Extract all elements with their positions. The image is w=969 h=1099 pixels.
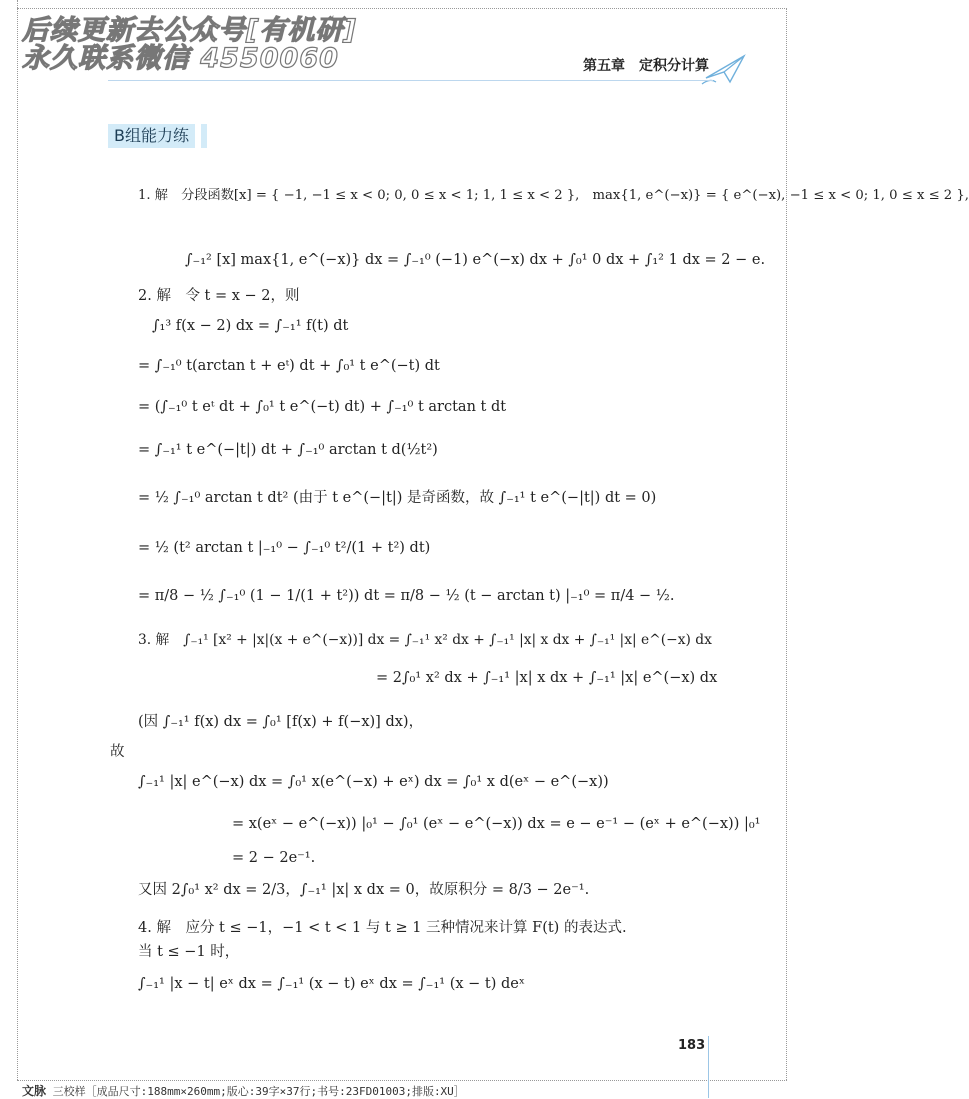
solution-3-line-5: ∫₋₁¹ |x| e^(−x) dx = ∫₀¹ x(e^(−x) + eˣ) dx = ∫₀¹ x d(eˣ − e^(−x)) [138,774,609,790]
solution-3-line-4: 故 [110,744,125,760]
watermark-line-1: 后续更新去公众号[有机研] [22,15,357,46]
solution-1-line-2: ∫₋₁² [x] max{1, e^(−x)} dx = ∫₋₁⁰ (−1) e^(−x) dx + ∫₀¹ 0 dx + ∫₁² 1 dx = 2 − e. [185,252,766,268]
paper-plane-icon [700,52,746,88]
solution-2-line-2: ∫₁³ f(x − 2) dx = ∫₋₁¹ f(t) dt [152,318,349,334]
solution-2-line-8: = π/8 − ½ ∫₋₁⁰ (1 − 1/(1 + t²)) dt = π/8 − ½ (t − arctan t) |₋₁⁰ = π/4 − ½. [138,588,675,604]
solution-4-line-1: 4. 解 应分 t ≤ −1，−1 < t < 1 与 t ≥ 1 三种情况来计算 F(t) 的表达式. [138,920,627,936]
solution-3-line-6: = x(eˣ − e^(−x)) |₀¹ − ∫₀¹ (eˣ − e^(−x)) dx = e − e⁻¹ − (eˣ + e^(−x)) |₀¹ [232,816,761,832]
print-footer [22,1082,465,1099]
section-title: B组能力练 [108,124,195,148]
solution-2-line-1: 2. 解 令 t = x − 2，则 [138,288,300,304]
solution-3-line-2: = 2∫₀¹ x² dx + ∫₋₁¹ |x| x dx + ∫₋₁¹ |x| e^(−x) dx [376,670,718,686]
solution-2-line-3: = ∫₋₁⁰ t(arctan t + eᵗ) dt + ∫₀¹ t e^(−t) dt [138,358,440,374]
solution-3-line-1: 3. 解 ∫₋₁¹ [x² + |x|(x + e^(−x))] dx = ∫₋₁¹ x² dx + ∫₋₁¹ |x| x dx + ∫₋₁¹ |x| e^(−x) dx [138,632,712,648]
solution-4-line-3: ∫₋₁¹ |x − t| eˣ dx = ∫₋₁¹ (x − t) eˣ dx = ∫₋₁¹ (x − t) deˣ [138,976,526,992]
page-border-bottom [17,1080,787,1081]
solution-2-line-5: = ∫₋₁¹ t e^(−|t|) dt + ∫₋₁⁰ arctan t d(½t²) [138,442,438,458]
solution-4-line-2: 当 t ≤ −1 时， [138,944,240,960]
solution-3-line-8: 又因 2∫₀¹ x² dx = 2/3，∫₋₁¹ |x| x dx = 0，故原积分 = 8/3 − 2e⁻¹. [138,882,590,898]
solution-1-line-1: 1. 解 分段函数[x] = { −1, −1 ≤ x < 0; 0, 0 ≤ x < 1; 1, 1 ≤ x < 2 }, max{1, e^(−x)} = { e^(−x), −1 ≤ x < 0; 1, 0 ≤ x ≤ 2 }, [138,188,969,203]
header-rule [108,80,713,81]
solution-2-line-6: = ½ ∫₋₁⁰ arctan t dt² (由于 t e^(−|t|) 是奇函数，故 ∫₋₁¹ t e^(−|t|) dt = 0) [138,490,657,506]
solution-3-line-7: = 2 − 2e⁻¹. [232,850,316,866]
solution-3-line-3: (因 ∫₋₁¹ f(x) dx = ∫₀¹ [f(x) + f(−x)] dx)， [138,714,424,730]
watermark-line-2: 永久联系微信 4550060 [22,43,339,74]
chapter-title: 第五章 定积分计算 [583,58,709,74]
footer-brand: 文脉 [22,1084,47,1098]
solution-2-line-4: = (∫₋₁⁰ t eᵗ dt + ∫₀¹ t e^(−t) dt) + ∫₋₁⁰ t arctan t dt [138,399,507,415]
solution-2-line-7: = ½ (t² arctan t |₋₁⁰ − ∫₋₁⁰ t²/(1 + t²) dt) [138,540,431,556]
page-number-rule [708,1036,709,1098]
page-number: 183 [678,1038,706,1053]
page-border-left [17,0,18,1080]
footer-text: 三校样［成品尺寸:188mm×260mm;版心:39字×37行;书号:23FD01003;排版:XU］ [52,1085,465,1098]
page-border-right [786,8,787,1080]
